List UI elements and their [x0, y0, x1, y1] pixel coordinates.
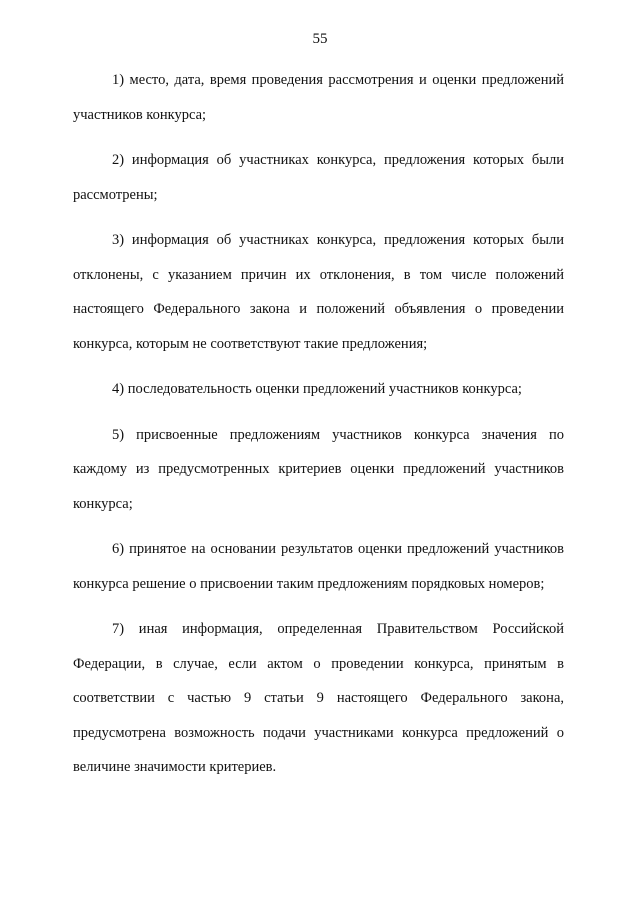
list-item-7: 7) иная информация, определенная Правительством Российской Федерации, в случае, если актом о проведении конкурса, принятым в соответствии с частью 9 статьи 9 настоящего Федерального закона, предусмотрена возможность подачи участниками конкурса предложений о величине значимости критериев. — [73, 621, 564, 775]
list-item-4: 4) последовательность оценки предложений участников конкурса; — [112, 381, 522, 397]
list-item-1: 1) место, дата, время проведения рассмотрения и оценки предложений участников конкурса; — [73, 72, 564, 123]
list-item-3: 3) информация об участниках конкурса, предложения которых были отклонены, с указанием причин их отклонения, в том числе положений настоящего Федерального закона и положений объявления о проведении конкурса, которым не соответствуют такие предложения; — [73, 232, 564, 352]
list-item-5: 5) присвоенные предложениям участников конкурса значения по каждому из предусмотренных критериев оценки предложений участников конкурса; — [73, 426, 564, 512]
document-body — [73, 63, 564, 796]
page-number: 55 — [312, 31, 328, 47]
list-item-6: 6) принятое на основании результатов оценки предложений участников конкурса решение о присвоении таким предложениям порядковых номеров; — [73, 541, 564, 592]
list-item-2: 2) информация об участниках конкурса, предложения которых были рассмотрены; — [73, 152, 564, 203]
